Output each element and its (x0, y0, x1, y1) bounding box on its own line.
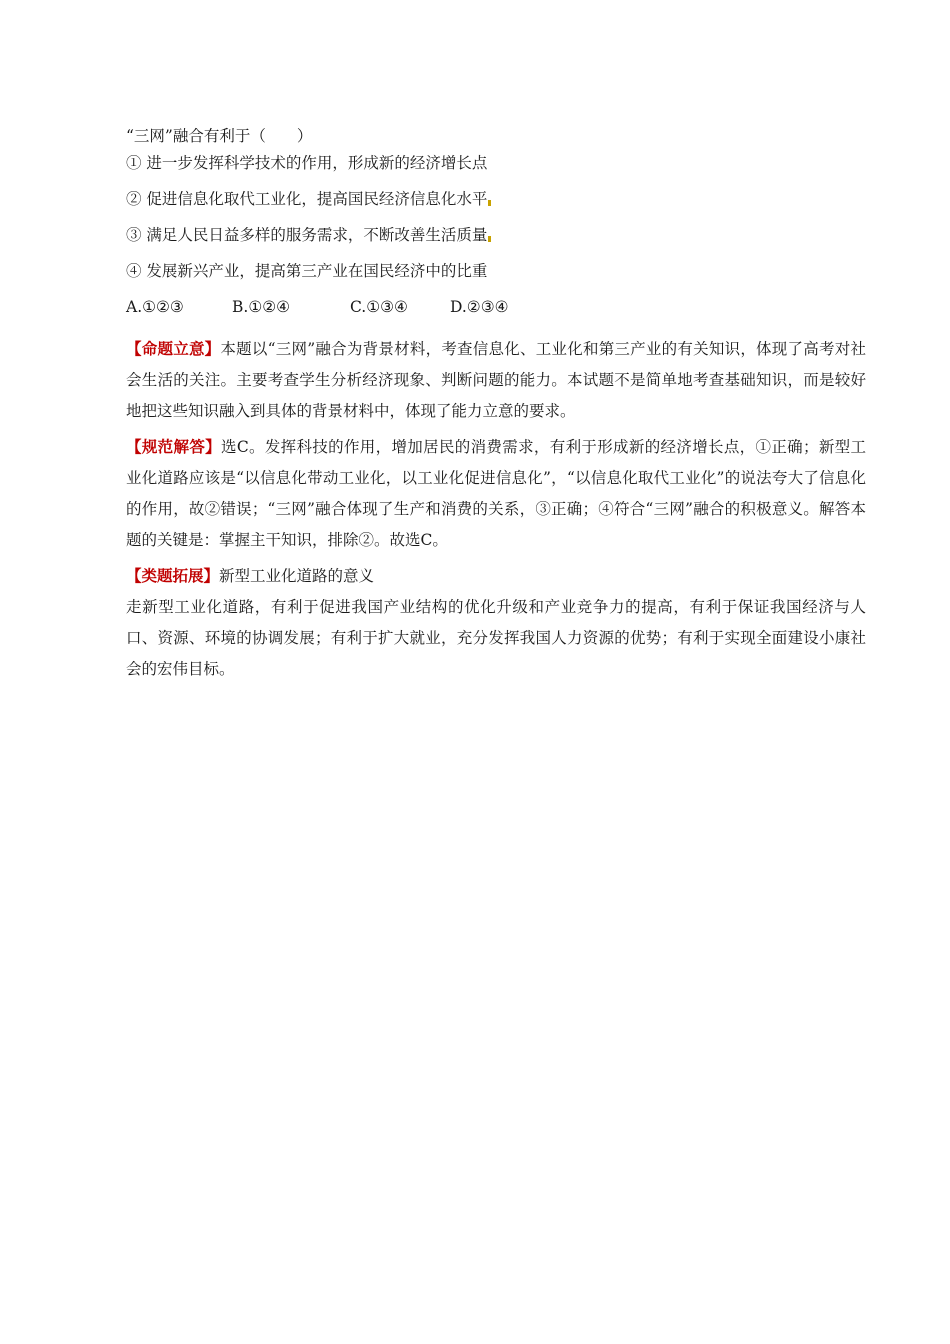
section-text-answer: 选C。发挥科技的作用，增加居民的消费需求，有利于形成新的经济增长点，①正确；新型工业化道路应该是“以信息化带动工业化，以工业化促进信息化”，“以信息化取代工业化”的说法夸大了信息化的作用，故②错误；“三网”融合体现了生产和消费的关系，③正确；④符合“三网”融合的积极意义。解答本题的关键是：掌握主干知识，排除②。故选C。 (126, 438, 866, 549)
section-tag-answer: 【规范解答】 (126, 437, 221, 456)
question-option-3: ③ 满足人民日益多样的服务需求，不断改善生活质量 (126, 225, 866, 261)
choice-d: D.②③④ (450, 298, 509, 316)
section-extension-heading (126, 560, 866, 592)
choice-b: B.①②④ (232, 298, 291, 316)
section-text-extension: 走新型工业化道路，有利于促进我国产业结构的优化升级和产业竞争力的提高，有利于保证我国经济与人口、资源、环境的协调发展；有利于扩大就业，充分发挥我国人力资源的优势；有利于实现全面建设小康社会的宏伟目标。 (126, 598, 866, 678)
question-option-2: ② 促进信息化取代工业化，提高国民经济信息化水平 (126, 189, 866, 225)
section-text-intent: 本题以“三网”融合为背景材料，考查信息化、工业化和第三产业的有关知识，体现了高考对社会生活的关注。主要考查学生分析经济现象、判断问题的能力。本试题不是简单地考查基础知识，而是较好地把这些知识融入到具体的背景材料中，体现了能力立意的要求。 (126, 340, 866, 420)
revision-mark (488, 236, 491, 242)
revision-mark (488, 200, 491, 206)
question-option-1: ① 进一步发挥科学技术的作用，形成新的经济增长点 (126, 154, 488, 172)
document-page (126, 126, 866, 685)
section-title-extension: 新型工业化道路的意义 (219, 567, 375, 585)
question-option-4: ④ 发展新兴产业，提高第三产业在国民经济中的比重 (126, 262, 488, 280)
section-intent (126, 333, 866, 427)
choice-a: A.①②③ (126, 298, 184, 316)
answer-choices (126, 297, 866, 333)
question-stem: “三网”融合有利于（ ） (126, 127, 313, 145)
choice-c: C.①③④ (350, 298, 408, 316)
section-answer (126, 431, 866, 556)
section-tag-extension: 【类题拓展】 (126, 566, 220, 585)
section-tag-intent: 【命题立意】 (126, 339, 221, 358)
